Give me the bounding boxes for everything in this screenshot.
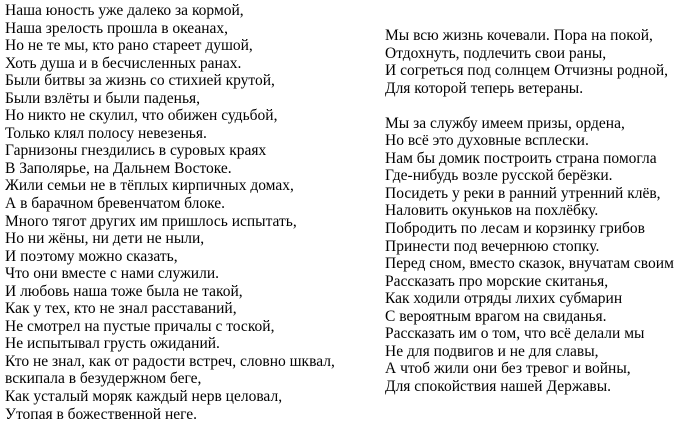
poem-line: Для которой теперь ветераны.: [385, 79, 584, 97]
poem-line: Рассказать про морские скитанья,: [385, 272, 609, 290]
poem-line: А чтоб жили они без тревог и войны,: [385, 360, 631, 378]
poem-line: Жили семьи не в тёплых кирпичных домах,: [5, 177, 294, 195]
poem-line: Перед сном, вместо сказок, внучатам своим: [385, 255, 674, 273]
poem-line: Побродить по лесам и корзинку грибов: [385, 220, 645, 238]
poem-right-column: [385, 27, 674, 395]
poem-line: Мы всю жизнь кочевали. Пора на покой,: [385, 27, 653, 44]
poem-line: Много тягот других им пришлось испытать,: [5, 212, 297, 230]
poem-line: Как ходили отряды лихих субмарин: [385, 290, 623, 308]
poem-left-column: [5, 2, 335, 423]
poem-line: Гарнизоны гнездились в суровых краях: [5, 142, 267, 160]
poem-line: И поэтому можно сказать,: [5, 247, 178, 265]
stanza-separator: [385, 97, 674, 115]
poem-line: Что они вместе с нами служили.: [5, 265, 219, 283]
poem-line: Принести под вечернюю стопку.: [385, 237, 600, 255]
poem-line: Не смотрел на пустые причалы с тоской,: [5, 317, 275, 335]
poem-line: Где-нибудь возле русской берёзки.: [385, 167, 613, 185]
poem-line: И согреться под солнцем Отчизны родной,: [385, 62, 669, 80]
poem-line: Хоть душа и в бесчисленных ранах.: [5, 54, 242, 72]
poem-line: Наша зрелость прошла в океанах,: [5, 19, 229, 37]
poem-line: Наловить окуньков на похлёбку.: [385, 202, 599, 220]
poem-line: Но ни жёны, ни дети не ныли,: [5, 230, 205, 248]
poem-line: Мы за службу имеем призы, ордена,: [385, 114, 625, 132]
poem-line: Утопая в божественной неге.: [5, 405, 198, 423]
poem-line: Рассказать им о том, что всё делали мы: [385, 325, 645, 343]
poem-line: Но всё это духовные всплески.: [385, 132, 589, 150]
poem-line: Кто не знал, как от радости встреч, словно шквал,: [5, 352, 335, 370]
poem-line: Посидеть у реки в ранний утренний клёв,: [385, 184, 661, 202]
poem-line: Как у тех, кто не знал расставаний,: [5, 300, 237, 318]
poem-line: И любовь наша тоже была не такой,: [5, 282, 243, 300]
poem-line: Только клял полосу невезенья.: [5, 124, 207, 142]
poem-line: Как усталый моряк каждый нерв целовал,: [5, 388, 283, 406]
poem-line: Наша юность уже далеко за кормой,: [5, 2, 244, 19]
poem-line: В Заполярье, на Дальнем Востоке.: [5, 159, 232, 177]
poem-line: Но никто не скулил, что обижен судьбой,: [5, 107, 278, 125]
poem-line: С вероятным врагом на свиданья.: [385, 307, 607, 325]
poem-line: Для спокойствия нашей Державы.: [385, 377, 612, 395]
poem-line: Не испытывал грусть ожиданий.: [5, 335, 220, 353]
poem-line: Были взлёты и были паденья,: [5, 89, 201, 107]
poem-line: Но не те мы, кто рано стареет душой,: [5, 37, 253, 55]
poem-line: А в барачном бревенчатом блоке.: [5, 195, 226, 213]
poem-line: Не для подвигов и не для славы,: [385, 342, 599, 360]
poem-line: Были битвы за жизнь со стихией крутой,: [5, 72, 275, 90]
poem-line: вскипала в безудержном беге,: [5, 370, 202, 388]
poem-line: Нам бы домик построить страна помогла: [385, 149, 657, 167]
poem-line: Отдохнуть, подлечить свои раны,: [385, 44, 607, 62]
